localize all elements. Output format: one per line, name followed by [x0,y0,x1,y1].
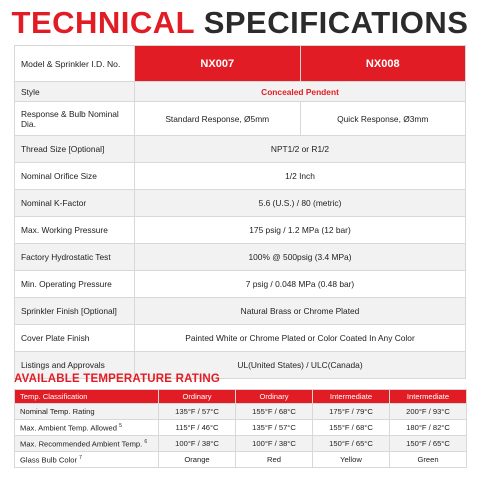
temp-header-classification: Temp. Classification [15,390,159,404]
spec-label: Response & Bulb Nominal Dia. [15,102,135,136]
spec-value: Painted White or Chrome Plated or Color Coated In Any Color [135,325,466,352]
temp-cell: Orange [159,452,236,468]
temp-row-label: Nominal Temp. Rating [15,404,159,420]
spec-row-cover-plate [15,325,466,352]
temp-row-max-recommended [15,436,467,452]
temp-cell: 100°F / 38°C [236,436,313,452]
spec-value: Concealed Pendent [135,82,466,102]
temperature-rating-table [14,389,467,468]
spec-row-orifice [15,163,466,190]
spec-row-operating-pressure [15,271,466,298]
spec-label: Style [15,82,135,102]
temp-header-row [15,390,467,404]
spec-value: 1/2 Inch [135,163,466,190]
spec-row-thread [15,136,466,163]
spec-value: UL(United States) / ULC(Canada) [135,352,466,379]
temp-row-max-ambient [15,420,467,436]
temp-cell: 200°F / 93°C [390,404,467,420]
spec-label: Max. Working Pressure [15,217,135,244]
footnote-marker: 7 [79,455,82,462]
spec-label: Thread Size [Optional] [15,136,135,163]
spec-label: Factory Hydrostatic Test [15,244,135,271]
temp-cell: 180°F / 82°C [390,420,467,436]
spec-header-row [15,46,466,82]
spec-row-response [15,102,466,136]
temp-cell: Green [390,452,467,468]
footnote-marker: 6 [144,439,148,446]
page-title [0,6,480,40]
spec-value: 7 psig / 0.048 MPa (0.48 bar) [135,271,466,298]
temp-cell: 155°F / 68°C [313,420,390,436]
spec-label: Cover Plate Finish [15,325,135,352]
spec-value: 100% @ 500psig (3.4 MPa) [135,244,466,271]
technical-specifications-table [14,45,466,379]
model-nx007: NX007 [135,46,301,82]
temp-row-nominal [15,404,467,420]
temp-header: Ordinary [236,390,313,404]
temp-cell: 135°F / 57°C [159,404,236,420]
footnote-marker: 5 [119,423,122,430]
spec-row-k-factor [15,190,466,217]
temp-row-bulb-color [15,452,467,468]
spec-row-hydrostatic-test [15,244,466,271]
temp-header: Intermediate [390,390,467,404]
spec-label: Listings and Approvals [15,352,135,379]
spec-row-sprinkler-finish [15,298,466,325]
spec-label: Sprinkler Finish [Optional] [15,298,135,325]
model-nx008: NX008 [300,46,466,82]
spec-value-nx008: Quick Response, Ø3mm [300,102,466,136]
spec-value: NPT1/2 or R1/2 [135,136,466,163]
temp-cell: 175°F / 79°C [313,404,390,420]
spec-value-nx007: Standard Response, Ø5mm [135,102,301,136]
temp-cell: 115°F / 46°C [159,420,236,436]
temp-row-label: Max. Ambient Temp. Allowed $^5$ [15,420,159,436]
temp-row-label: Max. Recommended Ambient Temp. $^6$ [15,436,159,452]
temp-cell: Red [236,452,313,468]
temp-cell: 135°F / 57°C [236,420,313,436]
spec-label: Min. Operating Pressure [15,271,135,298]
title-part-specifications: SPECIFICATIONS [203,5,469,40]
spec-header-label: Model & Sprinkler I.D. No. [15,46,135,82]
spec-label: Nominal Orifice Size [15,163,135,190]
spec-row-working-pressure [15,217,466,244]
temp-cell: Yellow [313,452,390,468]
temp-cell: 100°F / 38°C [159,436,236,452]
title-part-technical: TECHNICAL [11,5,195,40]
temp-cell: 150°F / 65°C [390,436,467,452]
spec-value: 175 psig / 1.2 MPa (12 bar) [135,217,466,244]
spec-value: 5.6 (U.S.) / 80 (metric) [135,190,466,217]
temp-row-label: Glass Bulb Color $^7$ [15,452,159,468]
spec-label: Nominal K-Factor [15,190,135,217]
temp-cell: 155°F / 68°C [236,404,313,420]
spec-row-style [15,82,466,102]
temperature-rating-heading: AVAILABLE TEMPERATURE RATING [14,373,220,385]
spec-value: Natural Brass or Chrome Plated [135,298,466,325]
temp-cell: 150°F / 65°C [313,436,390,452]
temp-header: Ordinary [159,390,236,404]
temp-header: Intermediate [313,390,390,404]
